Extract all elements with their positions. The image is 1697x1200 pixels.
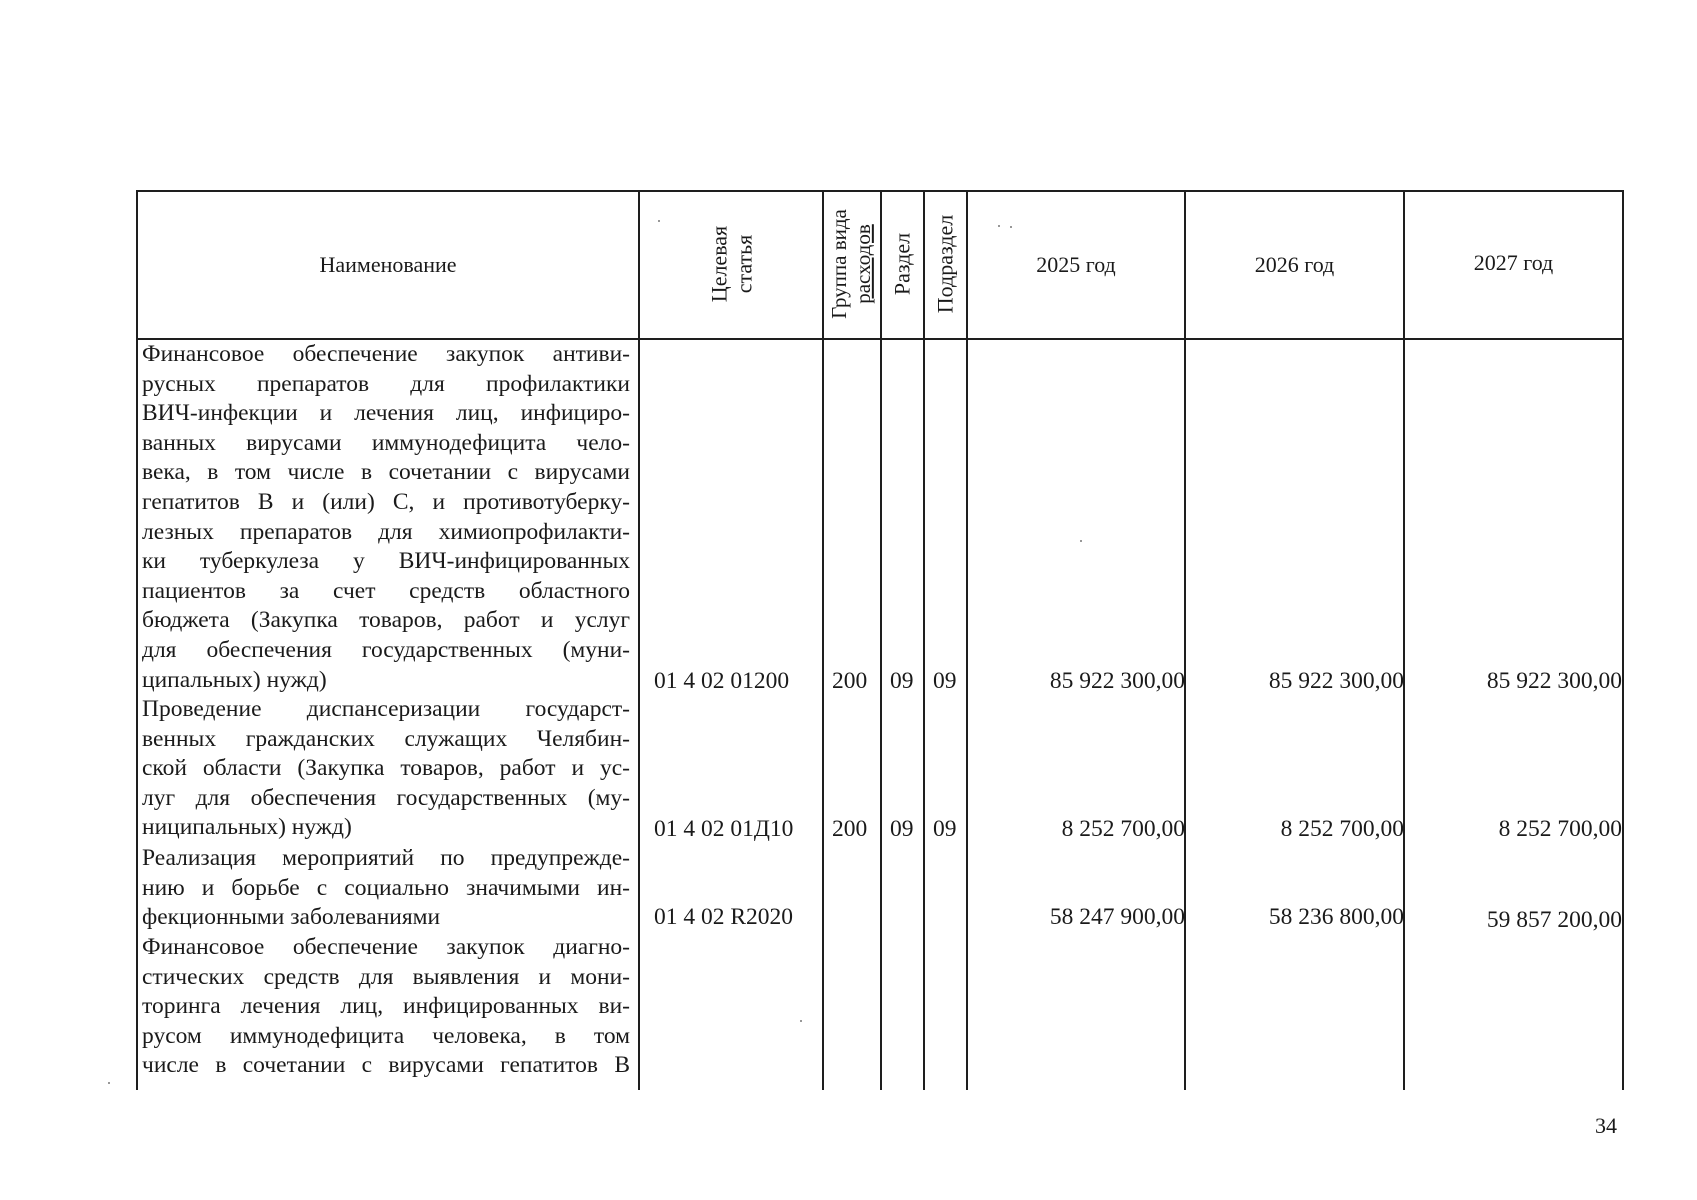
row-2-2025: 8 252 700,00 [1061,816,1185,842]
row-1-2025: 85 922 300,00 [1049,668,1185,694]
row-4-line-3: торинга лечения лиц, инфицированных ви- [142,993,630,1020]
row-2-podrazdel: 09 [933,816,957,842]
row-2-2027: 8 252 700,00 [1498,816,1622,842]
header-podrazdel-text: Подраздел [932,214,958,314]
row-1-2026: 85 922 300,00 [1268,668,1404,694]
scan-speck [108,1082,110,1084]
row-1-line-10: бюджета (Закупка товаров, работ и услуг [142,607,630,634]
scan-speck [998,225,1000,227]
row-3-2025: 58 247 900,00 [1049,904,1185,930]
row-2-2026: 8 252 700,00 [1280,816,1404,842]
header-target-line-2: статья [732,234,757,294]
col-divider-group [880,190,882,1090]
row-3-2027: 59 857 200,00 [1486,907,1622,933]
header-razdel [889,233,914,295]
header-2026 [1186,192,1403,338]
scan-speck [658,220,660,222]
header-name [138,192,638,338]
page-number: 34 [1595,1113,1617,1138]
row-3-target: 01 4 02 R2020 [654,904,794,930]
header-target-line-1: Целевая [706,225,732,303]
row-1-line-11: для обеспечения государственных (муни- [142,636,630,663]
row-2-line-3: ской области (Закупка товаров, работ и ус- [142,755,630,782]
row-3-2026: 58 236 800,00 [1268,904,1404,930]
scan-speck [1080,540,1082,542]
col-divider-target [822,190,824,1090]
row-4-line-5: числе в сочетании с вирусами гепатитов B [142,1052,630,1079]
row-1-line-1: Финансовое обеспечение закупок антиви- [142,341,630,367]
row-1-podrazdel: 09 [933,668,957,694]
row-4-line-4: русом иммунодефицита человека, в том [142,1022,630,1049]
row-1-razdel: 09 [890,668,914,694]
row-1-2027: 85 922 300,00 [1486,668,1622,694]
row-2-line-4: луг для обеспечения государственных (му- [142,784,630,811]
row-4-line-1: Финансовое обеспечение закупок диагно- [142,934,630,960]
row-4-description [142,933,630,1081]
row-2-line-5: ниципальных) нужд) [142,814,352,841]
row-2-target: 01 4 02 01Д10 [654,816,794,842]
row-1-line-2: русных препаратов для профилактики [142,370,630,397]
header-2027-text: 2027 год [1473,249,1554,275]
row-1-line-8: ки туберкулеза у ВИЧ-инфицированных [142,548,630,575]
row-2-description [142,695,630,843]
row-1-line-4: ванных вирусами иммунодефицита чело- [142,429,630,456]
header-2025-text: 2025 год [1036,251,1116,277]
row-1-line-7: лезных препаратов для химиопрофилакти- [142,518,630,545]
table-right-border [1622,190,1624,1090]
row-2-group: 200 [832,816,868,842]
header-2027 [1405,190,1622,336]
row-1-line-12: ципальных) нужд) [142,666,327,693]
row-2-line-2: венных гражданских служащих Челябин- [142,725,630,752]
col-divider-razdel [923,190,925,1090]
header-2025 [968,192,1184,338]
row-3-line-3: фекционными заболеваниями [142,904,441,931]
row-1-description [142,340,630,695]
row-1-group: 200 [832,668,868,694]
scan-speck [1010,226,1012,228]
row-2-razdel: 09 [890,816,914,842]
row-3-description [142,844,630,933]
col-divider-name [638,190,640,1090]
row-3-line-2: нию и борьбе с социально значимыми ин- [142,874,630,901]
row-1-line-5: века, в том числе в сочетании с вирусами [142,459,630,486]
header-group-line-2: расходов [851,224,875,304]
scan-speck [800,1020,802,1022]
row-4-line-2: стических средств для выявления и мони- [142,963,630,990]
budget-table [136,190,1624,1090]
row-3-line-1: Реализация мероприятий по предупрежде- [142,845,630,871]
header-group [827,209,875,319]
row-1-line-3: ВИЧ-инфекции и лечения лиц, инфициро- [142,400,630,427]
header-name-text: Наименование [319,251,457,277]
row-1-target: 01 4 02 01200 [654,668,790,694]
header-2026-text: 2026 год [1254,251,1335,277]
row-2-line-1: Проведение диспансеризации государст- [142,696,630,722]
header-target [707,226,758,302]
row-1-line-6: гепатитов B и (или) C, и противотуберку- [142,488,630,515]
row-1-line-9: пациентов за счет средств областного [142,577,630,604]
header-podrazdel [932,215,957,313]
header-razdel-text: Раздел [889,232,915,296]
header-group-line-1: Группа вида [826,209,851,319]
